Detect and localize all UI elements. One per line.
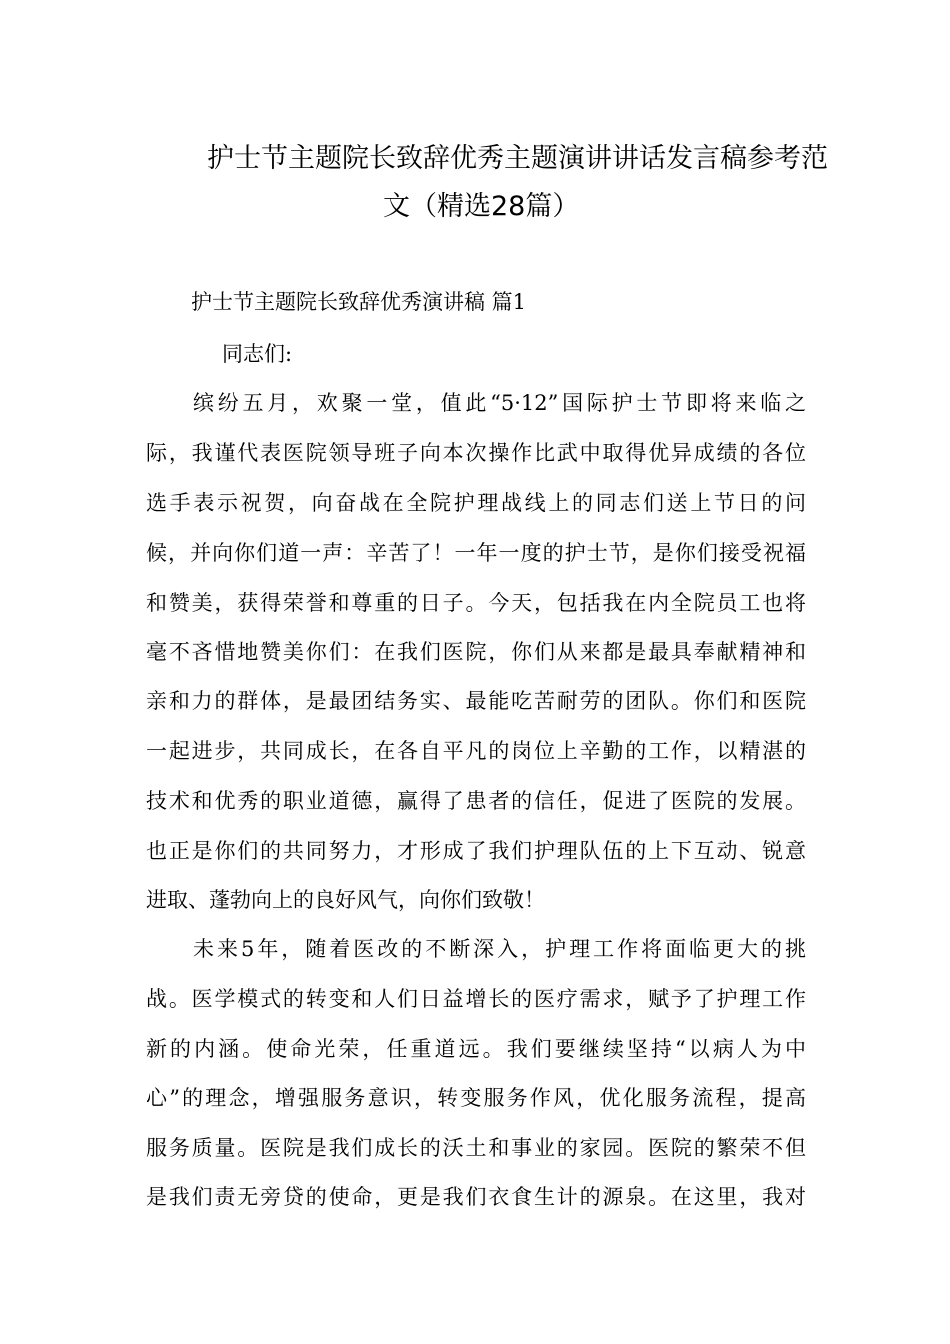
paragraph-1-line: 一起进步，共同成长，在各自平凡的岗位上辛勤的工作，以精湛的 <box>146 739 806 763</box>
paragraph-1-line: 亲和力的群体，是最团结务实、最能吃苦耐劳的团队。你们和医院 <box>146 689 806 713</box>
document-title-line-1: 护士节主题院长致辞优秀主题演讲讲话发言稿参考范 <box>207 143 828 174</box>
paragraph-2-line: 心”的理念，增强服务意识，转变服务作风，优化服务流程，提高 <box>146 1086 806 1110</box>
section-heading: 护士节主题院长致辞优秀演讲稿 篇1 <box>191 290 527 314</box>
paragraph-1-line: 技术和优秀的职业道德，赢得了患者的信任，促进了医院的发展。 <box>146 789 806 813</box>
paragraph-1-line: 际，我谨代表医院领导班子向本次操作比武中取得优异成绩的各位 <box>146 441 806 465</box>
paragraph-1-line: 缤纷五月，欢聚一堂，值此“5·12”国际护士节即将来临之 <box>193 391 806 415</box>
paragraph-1-line: 进取、蓬勃向上的良好风气，向你们致敬！ <box>146 888 545 912</box>
paragraph-2-line: 是我们责无旁贷的使命，更是我们衣食生计的源泉。在这里，我对 <box>146 1185 806 1209</box>
paragraph-2-line: 战。医学模式的转变和人们日益增长的医疗需求，赋予了护理工作 <box>146 987 806 1011</box>
paragraph-1-line: 选手表示祝贺，向奋战在全院护理战线上的同志们送上节日的问 <box>146 491 806 515</box>
paragraph-1-line: 毫不吝惜地赞美你们：在我们医院，你们从来都是最具奉献精神和 <box>146 640 806 664</box>
paragraph-2-line: 服务质量。医院是我们成长的沃土和事业的家园。医院的繁荣不但 <box>146 1136 806 1160</box>
document-title-line-2: 文（精选28篇） <box>383 191 580 222</box>
paragraph-1-line: 候，并向你们道一声：辛苦了！一年一度的护士节，是你们接受祝福 <box>146 541 806 565</box>
paragraph-1-line: 和赞美，获得荣誉和尊重的日子。今天，包括我在内全院员工也将 <box>146 591 806 615</box>
paragraph-1-line: 也正是你们的共同努力，才形成了我们护理队伍的上下互动、锐意 <box>146 839 806 863</box>
paragraph-2-line: 新的内涵。使命光荣，任重道远。我们要继续坚持“以病人为中 <box>146 1037 806 1061</box>
paragraph-2-line: 未来5年，随着医改的不断深入，护理工作将面临更大的挑 <box>193 937 806 961</box>
salutation: 同志们: <box>222 342 293 366</box>
